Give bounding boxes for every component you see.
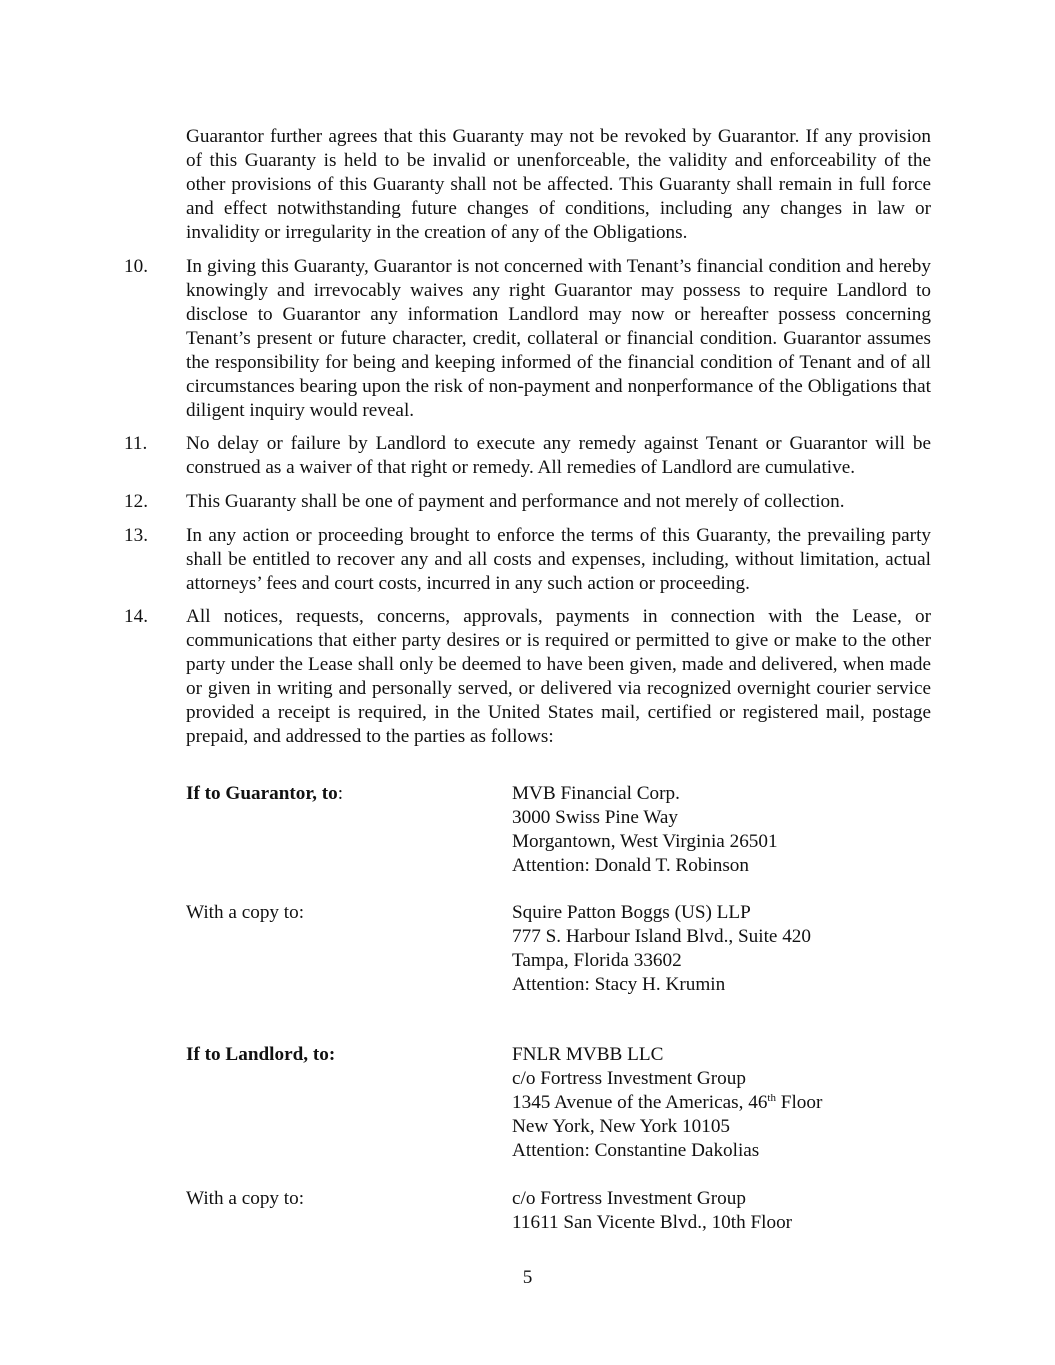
item-text-14: All notices, requests, concerns, approvals, payments in connection with the Lease, or communications that either party desires or is required or permitted to give or make to the other party under the Lease shall only be deemed to have been given, made and delivered, when made or given in writing and personally served, or delivered via recognized overnight courier service provided a receipt is required, in the United States mail, certified or registered mail, postage prepaid, and addressed to the parties as follows: — [186, 606, 931, 747]
guarantor-label-bold: If to Guarantor, to — [186, 783, 338, 804]
item-number-12: 12. — [124, 491, 148, 512]
item-number-11: 11. — [124, 433, 148, 454]
address-line: 3000 Swiss Pine Way — [512, 807, 679, 828]
address-line-part: Floor — [775, 1092, 823, 1113]
landlord-copy-address — [512, 1187, 792, 1235]
guarantor-notice-label — [186, 782, 343, 806]
ordinal-superscript: th — [767, 1092, 776, 1104]
guarantor-address — [512, 782, 778, 878]
address-line: c/o Fortress Investment Group — [512, 1068, 746, 1089]
address-line: Squire Patton Boggs (US) LLP — [512, 902, 751, 923]
item-number-13: 13. — [124, 525, 148, 546]
address-line: MVB Financial Corp. — [512, 783, 680, 804]
address-line: 777 S. Harbour Island Blvd., Suite 420 — [512, 926, 811, 947]
address-line: c/o Fortress Investment Group — [512, 1188, 746, 1209]
page-number: 5 — [522, 1267, 533, 1288]
item-text-12: This Guaranty shall be one of payment and performance and not merely of collection. — [186, 491, 845, 512]
address-line: FNLR MVBB LLC — [512, 1044, 664, 1065]
item-number-14: 14. — [124, 606, 148, 627]
guarantor-copy-address — [512, 901, 811, 997]
address-line: New York, New York 10105 — [512, 1116, 731, 1137]
landlord-copy-label: With a copy to: — [186, 1188, 305, 1209]
item-number-10: 10. — [124, 256, 148, 277]
continuation-paragraph: Guarantor further agrees that this Guaranty may not be revoked by Guarantor. If any provision of this Guaranty is held to be invalid or unenforceable, the validity and enforceability of the other provisions of this Guaranty shall not be affected. This Guaranty shall remain in full force and effect notwithstanding future changes of conditions, including any changes in law or invalidity or irregularity in the creation of any of the Obligations. — [186, 126, 931, 243]
address-line: Morgantown, West Virginia 26501 — [512, 831, 778, 852]
address-line-floor — [512, 1091, 822, 1115]
guarantor-label-suffix: : — [337, 783, 344, 804]
item-text-10: In giving this Guaranty, Guarantor is not concerned with Tenant’s financial condition and hereby knowingly and irrevocably waives any right Guarantor may possess to require Landlord to disclose to Guarantor any information Landlord may now or hereafter possess concerning Tenant’s present or future character, credit, collateral or financial condition. Guarantor assumes the responsibility for being and keeping informed of the financial condition of Tenant and of all circumstances bearing upon the risk of non-payment and nonperformance of the Obligations that diligent inquiry would reveal. — [186, 256, 931, 421]
landlord-notice-label: If to Landlord, to: — [186, 1044, 336, 1065]
address-line: Tampa, Florida 33602 — [512, 950, 682, 971]
item-text-13: In any action or proceeding brought to enforce the terms of this Guaranty, the prevailing party shall be entitled to recover any and all costs and expenses, including, without limitation, actual attorneys’ fees and court costs, incurred in any such action or proceeding. — [186, 525, 931, 594]
guarantor-copy-label: With a copy to: — [186, 902, 305, 923]
item-text-11: No delay or failure by Landlord to execute any remedy against Tenant or Guarantor will be construed as a waiver of that right or remedy. All remedies of Landlord are cumulative. — [186, 433, 931, 478]
address-line: Attention: Constantine Dakolias — [512, 1140, 760, 1161]
address-line: Attention: Stacy H. Krumin — [512, 974, 726, 995]
address-line: 11611 San Vicente Blvd., 10th Floor — [512, 1212, 793, 1233]
address-line-part: 1345 Avenue of the Americas, 46 — [512, 1092, 768, 1113]
address-line: Attention: Donald T. Robinson — [512, 855, 749, 876]
landlord-address — [512, 1043, 822, 1163]
